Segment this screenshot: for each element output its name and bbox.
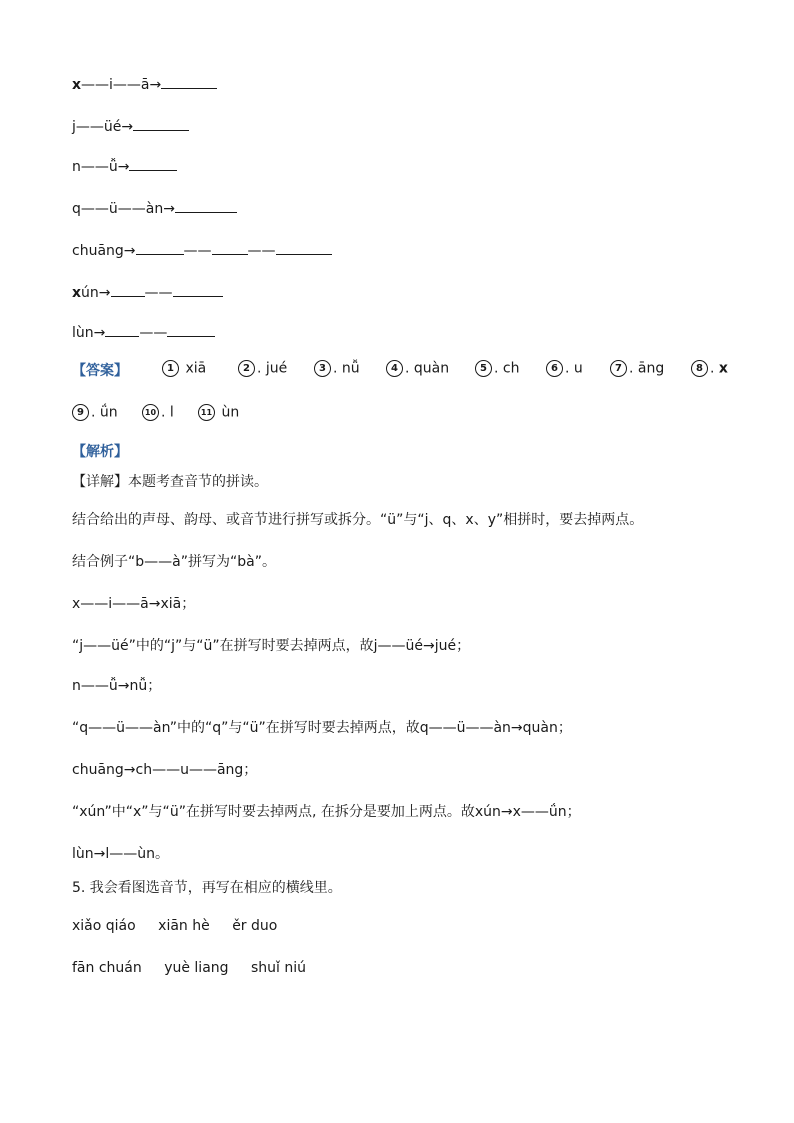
- answer-row-1: [72, 360, 752, 382]
- exercise-text: ún→: [81, 285, 111, 301]
- separator: ——: [139, 325, 168, 341]
- answer-blank[interactable]: [111, 282, 145, 297]
- syllable-option: yuè liang: [164, 960, 229, 976]
- circled-number: 3: [314, 360, 331, 377]
- answer-text: ǘn: [99, 404, 118, 421]
- answer-item-1: [162, 360, 206, 377]
- circled-number: 11: [198, 404, 215, 421]
- separator: ——: [144, 285, 173, 301]
- answer-item-11: [198, 404, 239, 421]
- circled-number: 6: [546, 360, 563, 377]
- analysis-line-7: chuāng→ch——u——āng；: [72, 762, 258, 778]
- syllable-option: fān chuán: [72, 960, 142, 976]
- syllable-option: xiān hè: [158, 918, 210, 934]
- circled-number: 1: [162, 360, 179, 377]
- answer-item-6: 6 . u: [546, 360, 583, 377]
- answer-blank[interactable]: [161, 74, 217, 89]
- exercise-text: n——ǚ→: [72, 159, 130, 175]
- answer-blank[interactable]: [212, 240, 248, 255]
- analysis-line-6: “q——ü——àn”中的“q”与“ü”在拼写时要去掉两点，故q——ü——àn→quàn；: [72, 720, 572, 736]
- exercise-text: lùn→: [72, 325, 106, 341]
- circled-number: 4: [386, 360, 403, 377]
- analysis-line-4: “j——üé”中的“j”与“ü”在拼写时要去掉两点，故j——üé→jué；: [72, 638, 471, 654]
- analysis-line-3: x——i——ā→xiā；: [72, 596, 196, 612]
- exercise-text: q——ü——àn→: [72, 201, 175, 217]
- answer-blank[interactable]: [173, 282, 223, 297]
- separator: ——: [183, 243, 212, 259]
- answer-text: jué: [265, 360, 288, 377]
- exercise-line-3: [72, 156, 177, 177]
- answer-item-7: 7 . āng: [610, 360, 664, 377]
- exercise-line-7: [72, 322, 215, 343]
- exercise-line-4: [72, 198, 237, 219]
- exercise-text: chuāng→: [72, 243, 136, 259]
- syllable-row-2: [72, 958, 306, 978]
- answer-text: x: [718, 360, 728, 377]
- circled-number: 8: [691, 360, 708, 377]
- answer-text: quàn: [413, 360, 450, 377]
- exercise-line-1: [72, 74, 217, 95]
- answer-item-2: 2 . jué: [238, 360, 287, 377]
- syllable-option: shuǐ niú: [250, 960, 306, 976]
- exercise-text: ——i——ā→: [81, 77, 162, 93]
- answer-blank[interactable]: [136, 240, 184, 255]
- answer-blank[interactable]: [105, 322, 139, 337]
- answer-row-2: [72, 404, 752, 426]
- answer-blank[interactable]: [133, 116, 189, 131]
- exercise-line-5: [72, 240, 332, 261]
- answer-item-5: 5 . ch: [475, 360, 519, 377]
- detail-text: 本题考查音节的拼读。: [128, 474, 268, 490]
- analysis-line-9: lùn→l——ùn。: [72, 846, 170, 862]
- syllable-row-1: [72, 916, 277, 936]
- answer-item-9: 9 . ǘn: [72, 404, 118, 421]
- answer-text: nǚ: [341, 360, 360, 377]
- syllable-option: xiǎo qiáo: [72, 918, 136, 934]
- answer-blank[interactable]: [129, 156, 177, 171]
- separator: ——: [247, 243, 276, 259]
- answer-text: ùn: [221, 404, 240, 421]
- exercise-prefix: x: [72, 77, 82, 93]
- answer-text: āng: [637, 360, 665, 377]
- analysis-tag: 【解析】: [72, 444, 128, 460]
- exercise-prefix: x: [72, 285, 82, 301]
- question-5-title: 5. 我会看图选音节，再写在相应的横线里。: [72, 880, 342, 896]
- syllable-option: ěr duo: [232, 918, 278, 934]
- answer-item-8: 8 . x: [691, 360, 728, 377]
- analysis-line-1: 结合给出的声母、韵母、或音节进行拼写或拆分。“ü”与“j、q、x、y”相拼时，要去掉两点。: [72, 512, 644, 528]
- answer-item-3: 3 . nǚ: [314, 360, 360, 377]
- answer-text: xiā: [185, 360, 207, 377]
- exercise-text: j——üé→: [72, 119, 134, 135]
- answer-blank[interactable]: [276, 240, 332, 255]
- answer-item-10: 10 . l: [142, 404, 174, 421]
- answer-blank[interactable]: [167, 322, 215, 337]
- detail-line: [72, 472, 268, 492]
- analysis-line-2: 结合例子“b——à”拼写为“bà”。: [72, 554, 276, 570]
- answer-text: u: [573, 360, 583, 377]
- answer-item-4: 4 . quàn: [386, 360, 449, 377]
- circled-number: 10: [142, 404, 159, 421]
- circled-number: 5: [475, 360, 492, 377]
- analysis-line-8: “xún”中“x”与“ü”在拼写时要去掉两点, 在拆分是要加上两点。故xún→x——ǘn；: [72, 804, 581, 820]
- circled-number: 7: [610, 360, 627, 377]
- circled-number: 2: [238, 360, 255, 377]
- exercise-line-6: [72, 282, 223, 303]
- answer-tag: 【答案】: [72, 363, 128, 379]
- answer-blank[interactable]: [175, 198, 237, 213]
- detail-tag: 【详解】: [72, 474, 128, 490]
- exercise-line-2: [72, 116, 189, 137]
- answer-text: ch: [502, 360, 520, 377]
- analysis-line-5: n——ǚ→nǚ；: [72, 678, 162, 694]
- circled-number: 9: [72, 404, 89, 421]
- answer-text: l: [169, 404, 174, 421]
